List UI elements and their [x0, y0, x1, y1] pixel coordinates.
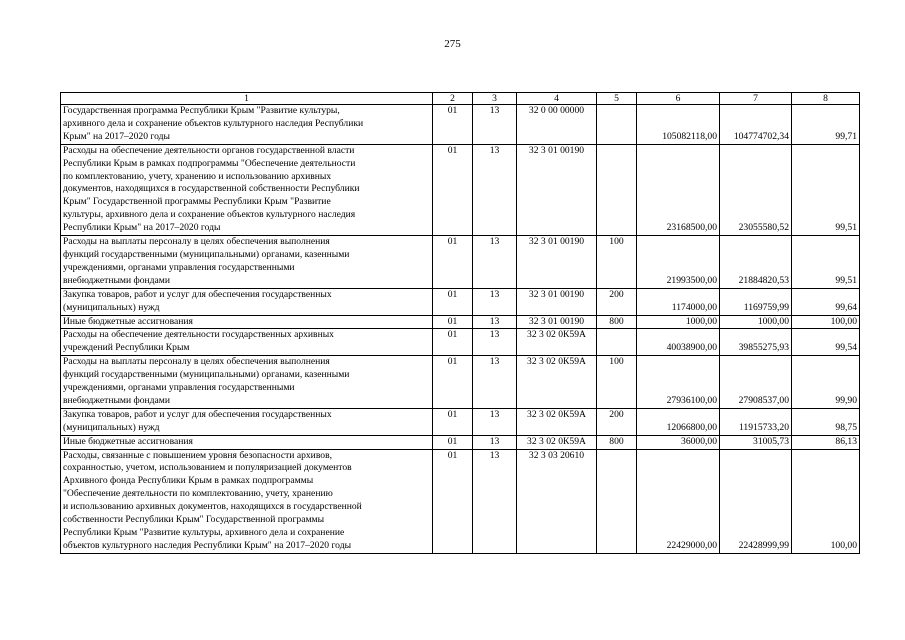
table-row: [61, 105, 860, 145]
expense-type-code: 100: [597, 356, 637, 409]
column-header: 6: [637, 93, 720, 105]
expense-type-code: 800: [597, 435, 637, 449]
approved-amount: 105082118,00: [637, 105, 720, 145]
column-header: 2: [433, 93, 473, 105]
table-row: [61, 288, 860, 315]
description-line: Закупка товаров, работ и услуг для обеспечения государственных: [63, 408, 332, 420]
row-description: [61, 329, 433, 356]
column-header: 5: [597, 93, 637, 105]
expense-type-code: 200: [597, 408, 637, 435]
approved-amount: 21993500,00: [637, 236, 720, 289]
executed-amount: 27908537,00: [720, 356, 792, 409]
subsection-code: 13: [473, 315, 517, 329]
section-code: 01: [433, 288, 473, 315]
column-header: 3: [473, 93, 517, 105]
page-number: 275: [444, 38, 461, 50]
description-line: функций государственными (муниципальными) органами, казенными: [63, 369, 350, 381]
description-line: Государственная программа Республики Крым "Развитие культуры,: [63, 105, 340, 116]
execution-percent: 99,90: [792, 356, 860, 409]
subsection-code: 13: [473, 449, 517, 553]
approved-amount: 40038900,00: [637, 329, 720, 356]
execution-percent: 99,71: [792, 105, 860, 145]
column-header: 4: [517, 93, 597, 105]
target-article-code: 32 3 01 00190: [517, 288, 597, 315]
execution-percent: 98,75: [792, 408, 860, 435]
description-line: Республики Крым" на 2017–2020 годы: [63, 222, 221, 234]
subsection-code: 13: [473, 356, 517, 409]
description-line: Расходы на выплаты персоналу в целях обеспечения выполнения: [63, 356, 330, 368]
execution-percent: 99,51: [792, 144, 860, 235]
description-line: архивного дела и сохранение объектов культурного наследия Республики: [63, 117, 364, 129]
approved-amount: 1000,00: [637, 315, 720, 329]
description-line: Расходы на обеспечение деятельности государственных архивных: [63, 329, 334, 341]
row-description: [61, 144, 433, 235]
target-article-code: 32 3 01 00190: [517, 315, 597, 329]
expense-type-code: [597, 144, 637, 235]
section-code: 01: [433, 449, 473, 553]
section-code: 01: [433, 144, 473, 235]
row-description: [61, 288, 433, 315]
row-description: [61, 408, 433, 435]
execution-percent: 100,00: [792, 449, 860, 553]
target-article-code: 32 3 02 0К59А: [517, 435, 597, 449]
expense-type-code: [597, 329, 637, 356]
subsection-code: 13: [473, 105, 517, 145]
approved-amount: 27936100,00: [637, 356, 720, 409]
target-article-code: 32 3 02 0К59А: [517, 329, 597, 356]
description-line: учреждений Республики Крым: [63, 342, 190, 354]
section-code: 01: [433, 356, 473, 409]
budget-table: [60, 92, 860, 554]
description-line: объектов культурного наследия Республики Крым" на 2017–2020 годы: [63, 539, 352, 551]
description-line: культуры, архивного дела и сохранение объектов культурного наследия: [63, 209, 356, 221]
subsection-code: 13: [473, 236, 517, 289]
description-line: "Обеспечение деятельности по комплектованию, учету, хранению: [63, 488, 333, 500]
approved-amount: 22429000,00: [637, 449, 720, 553]
target-article-code: 32 0 00 00000: [517, 105, 597, 145]
table-row: [61, 356, 860, 409]
approved-amount: 36000,00: [637, 435, 720, 449]
executed-amount: 22428999,99: [720, 449, 792, 553]
table-row: [61, 236, 860, 289]
description-line: Республики Крым в рамках подпрограммы "Обеспечение деятельности: [63, 157, 356, 169]
description-line: сохранностью, учетом, использованием и популяризацией документов: [63, 462, 352, 474]
description-line: документов, находящихся в государственной собственности Республики: [63, 183, 360, 195]
column-header: 1: [61, 93, 433, 105]
target-article-code: 32 3 02 0К59А: [517, 356, 597, 409]
row-description: [61, 236, 433, 289]
expense-type-code: 200: [597, 288, 637, 315]
execution-percent: 86,13: [792, 435, 860, 449]
description-line: Расходы, связанные с повышением уровня безопасности архивов,: [63, 449, 333, 461]
description-line: Закупка товаров, работ и услуг для обеспечения государственных: [63, 288, 332, 300]
table-row: [61, 435, 860, 449]
description-line: Крым" на 2017–2020 годы: [63, 130, 170, 142]
section-code: 01: [433, 315, 473, 329]
description-line: Иные бюджетные ассигнования: [63, 435, 193, 447]
description-line: учреждениями, органами управления государственными: [63, 382, 295, 394]
target-article-code: 32 3 01 00190: [517, 144, 597, 235]
execution-percent: 100,00: [792, 315, 860, 329]
expense-type-code: 800: [597, 315, 637, 329]
section-code: 01: [433, 105, 473, 145]
subsection-code: 13: [473, 329, 517, 356]
table-row: [61, 329, 860, 356]
table-body: [61, 93, 860, 554]
approved-amount: 12066800,00: [637, 408, 720, 435]
description-line: Республики Крым "Развитие культуры, архивного дела и сохранение: [63, 527, 345, 538]
target-article-code: 32 3 01 00190: [517, 236, 597, 289]
description-line: и использованию архивных документов, находящихся в государственной: [63, 501, 362, 513]
subsection-code: 13: [473, 288, 517, 315]
executed-amount: 21884820,53: [720, 236, 792, 289]
description-line: внебюджетными фондами: [63, 394, 170, 406]
row-description: [61, 105, 433, 145]
description-line: Архивного фонда Республики Крым в рамках подпрограммы: [63, 475, 314, 487]
header-row: [61, 93, 860, 105]
expense-type-code: [597, 449, 637, 553]
description-line: (муниципальных) нужд: [63, 301, 160, 313]
executed-amount: 104774702,34: [720, 105, 792, 145]
description-line: Расходы на обеспечение деятельности органов государственной власти: [63, 144, 355, 156]
row-description: [61, 435, 433, 449]
table-row: [61, 315, 860, 329]
description-line: Крым" Государственной программы Республики Крым "Развитие: [63, 196, 331, 208]
description-line: функций государственными (муниципальными) органами, казенными: [63, 248, 350, 260]
execution-percent: 99,54: [792, 329, 860, 356]
section-code: 01: [433, 435, 473, 449]
column-header: 7: [720, 93, 792, 105]
row-description: [61, 356, 433, 409]
subsection-code: 13: [473, 435, 517, 449]
section-code: 01: [433, 329, 473, 356]
expense-type-code: [597, 105, 637, 145]
description-line: по комплектованию, учету, хранению и использованию архивных: [63, 170, 332, 182]
description-line: собственности Республики Крым" Государственной программы: [63, 514, 325, 526]
executed-amount: 1000,00: [720, 315, 792, 329]
description-line: учреждениями, органами управления государственными: [63, 261, 295, 273]
executed-amount: 39855275,93: [720, 329, 792, 356]
description-line: Расходы на выплаты персоналу в целях обеспечения выполнения: [63, 236, 330, 248]
row-description: [61, 449, 433, 553]
section-code: 01: [433, 408, 473, 435]
subsection-code: 13: [473, 144, 517, 235]
description-line: (муниципальных) нужд: [63, 421, 160, 433]
target-article-code: 32 3 02 0К59А: [517, 408, 597, 435]
description-line: Иные бюджетные ассигнования: [63, 315, 193, 327]
description-line: внебюджетными фондами: [63, 274, 170, 286]
executed-amount: 1169759,99: [720, 288, 792, 315]
executed-amount: 31005,73: [720, 435, 792, 449]
target-article-code: 32 3 03 20610: [517, 449, 597, 553]
row-description: [61, 315, 433, 329]
executed-amount: 11915733,20: [720, 408, 792, 435]
column-header: 8: [792, 93, 860, 105]
execution-percent: 99,51: [792, 236, 860, 289]
approved-amount: 23168500,00: [637, 144, 720, 235]
execution-percent: 99,64: [792, 288, 860, 315]
subsection-code: 13: [473, 408, 517, 435]
executed-amount: 23055580,52: [720, 144, 792, 235]
section-code: 01: [433, 236, 473, 289]
approved-amount: 1174000,00: [637, 288, 720, 315]
table-row: [61, 144, 860, 235]
table-row: [61, 408, 860, 435]
table-row: [61, 449, 860, 553]
expense-type-code: 100: [597, 236, 637, 289]
